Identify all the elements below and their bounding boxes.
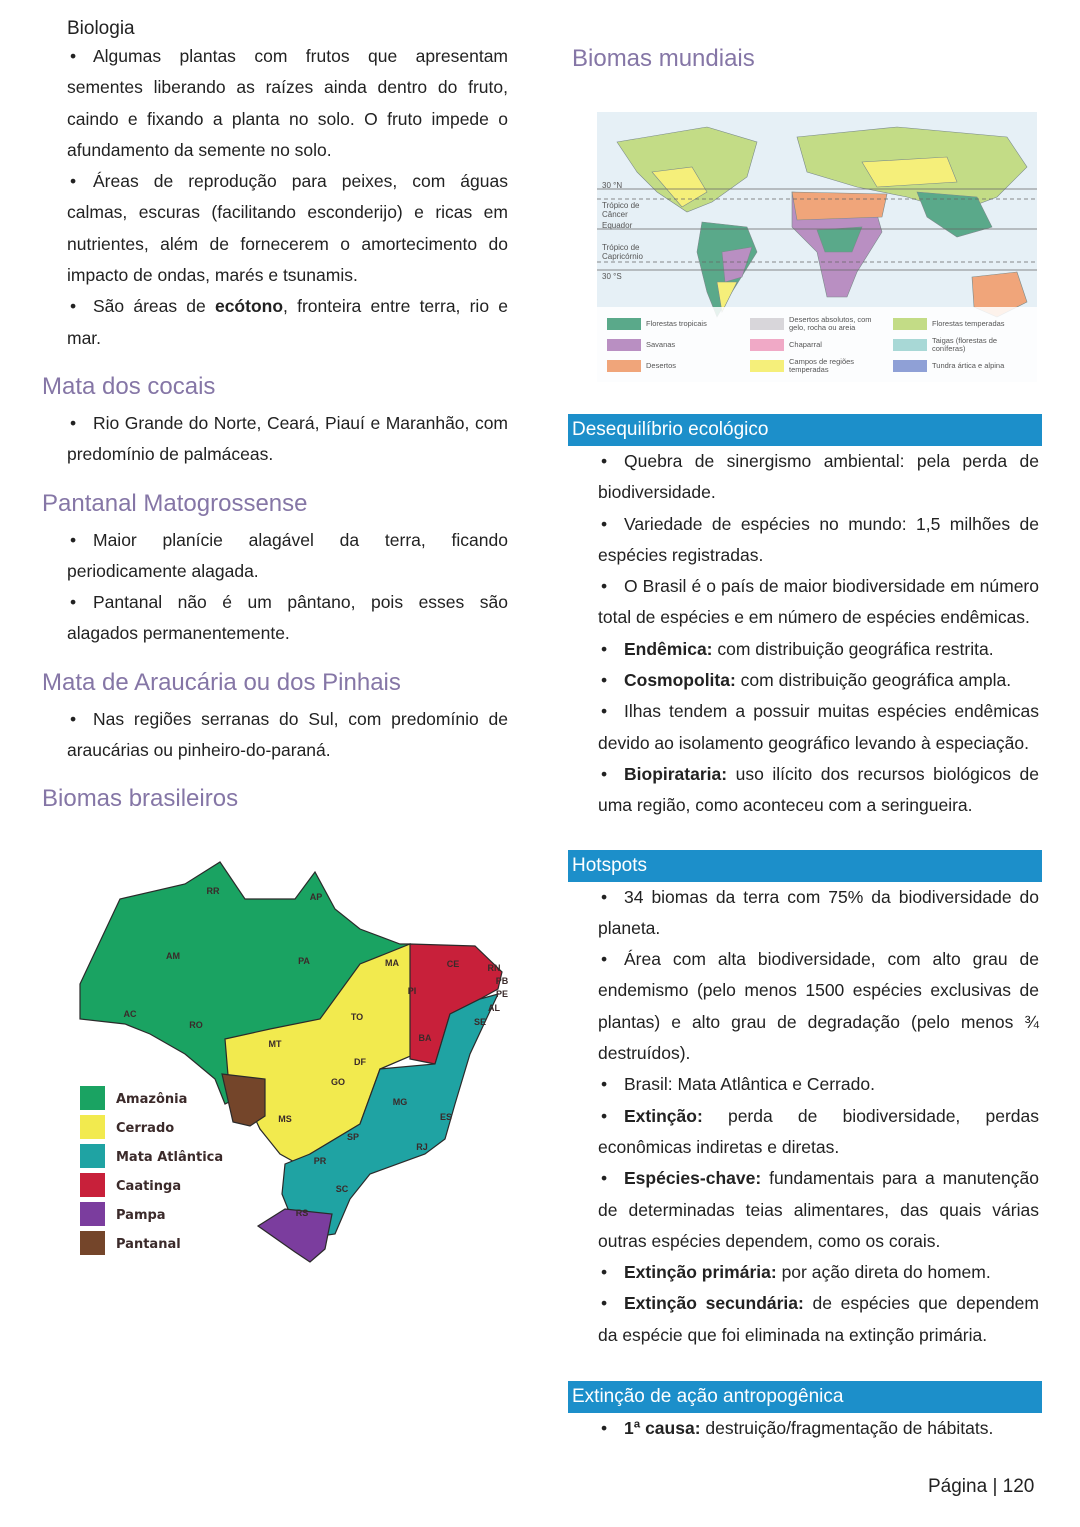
bullet-icon: • [601,1262,608,1283]
state-label: RO [189,1020,203,1031]
bullet [67,525,508,588]
section-title: Mata dos cocais [42,372,216,400]
bullet-icon: • [601,576,608,597]
bullet [598,1163,1039,1257]
legend-label: Pampa [116,1208,166,1224]
state-label: MA [385,958,399,969]
bullet-text: com distribuição geográfica restrita. [712,638,994,659]
bullet-icon: • [601,1168,608,1189]
legend-label: Pantanal [116,1237,181,1253]
bullet-text: por ação direta do homem. [776,1262,991,1283]
state-label: MG [392,1097,408,1108]
section-header-bar: Extinção de ação antropogênica [568,1381,1042,1413]
legend-label: Campos de regiões temperadas [789,356,855,374]
legend-swatch [80,1144,105,1168]
legend-swatch [893,318,927,330]
state-label: AL [488,1003,500,1014]
state-label: PI [407,986,417,997]
bullet-icon: • [601,1418,608,1439]
latitude-label: 30 °S [602,272,622,281]
bullet [598,1288,1039,1351]
bullet [67,408,508,471]
state-label: RN [487,963,501,974]
section-bullets [598,446,1039,822]
bullet-text: Maior planície alagável da terra, ficando periodicamente alagada. [67,529,508,581]
bullet-icon: • [601,763,608,784]
bold-term: Extinção: [624,1105,703,1126]
state-label: SE [473,1017,487,1028]
legend-label: Amazônia [116,1092,188,1108]
bullet [598,1069,1039,1100]
bullet [598,1101,1039,1164]
legend-swatch [80,1202,105,1226]
bullet-text: Pantanal não é um pântano, pois esses são alagados permanentemente. [67,592,508,644]
bold-term: 1ª causa: [624,1418,701,1439]
bullet [598,634,1039,665]
legend-swatch [80,1173,105,1197]
bullet [598,944,1039,1069]
latitude-label: Equador [602,221,633,230]
bold-term: ecótono [214,296,284,317]
bullet [67,704,508,767]
legend-swatch [607,360,641,372]
bullet [598,1257,1039,1288]
legend-label: Caatinga [116,1179,182,1195]
state-label: RJ [416,1142,428,1153]
legend-swatch [607,318,641,330]
legend-label: Desertos absolutos, com gelo, rocha ou areia [789,314,872,332]
legend-swatch [80,1115,105,1139]
world-biomes-title: Biomas mundiais [572,45,755,72]
state-label: GO [330,1077,346,1088]
latitude-label: 30 °N [602,181,623,190]
bullet [598,509,1039,572]
bullet [598,665,1039,696]
section-bullets [67,704,508,767]
bullet [67,587,508,650]
legend-swatch [893,360,927,372]
bold-term: Endêmica: [624,638,713,659]
bullet-icon: • [601,670,608,691]
bullet-text: Rio Grande do Norte, Ceará, Piauí e Maranhão, com predomínio de palmáceas. [67,412,508,465]
state-label: MS [278,1114,292,1125]
legend-label: Florestas tropicais [646,318,707,328]
bullet-text: fundamentais para a manutenção de determinadas teias alimentares, das quais várias outras espécies dependem, como os corais. [598,1168,1039,1251]
bullet-icon: • [601,1074,608,1095]
bullet-text: de espécies que dependem da espécie que foi eliminada na extinção primária. [598,1293,1039,1345]
legend-label: Cerrado [116,1121,175,1137]
bullet-text: O Brasil é o país de maior biodiversidade em número total de espécies e em número de espécies endêmicas. [598,576,1039,628]
asia-grass [862,157,957,187]
section-title: Biomas brasileiros [42,785,239,813]
bullet-icon: • [70,296,77,317]
state-label: DF [354,1057,366,1068]
bullet-icon: • [601,638,608,659]
legend-label: Desertos [646,360,677,370]
state-label: AP [309,892,323,903]
bullet [67,166,508,291]
state-label: BA [418,1033,432,1044]
bullet-icon: • [601,1293,608,1314]
legend-label: Tundra ártica e alpina [932,360,1005,370]
state-label: RS [295,1208,309,1219]
bullet-text: Área com alta biodiversidade, com alto grau de endemismo (pelo menos 1500 espécies exclusivas de plantas) e alto grau de degradação (pelo menos ¾ destruídos). [598,949,1039,1064]
bullet [598,696,1039,759]
section-header-bar: Desequilíbrio ecológico [568,414,1042,446]
state-label: PE [495,989,509,1000]
bullet [598,1413,1039,1444]
legend-label: Savanas [646,339,676,349]
bold-term: Extinção primária: [624,1262,777,1283]
legend-label: Chaparral [789,339,822,349]
subject-title: Biologia [67,18,135,39]
bold-term: Biopirataria: [624,763,728,784]
bold-term: Cosmopolita: [624,670,736,691]
section-title: Mata de Araucária ou dos Pinhais [42,668,401,696]
bullet-text: Nas regiões serranas do Sul, com predomínio de araucárias ou pinheiro-do-paraná. [67,708,508,761]
bullet-text: Ilhas tendem a possuir muitas espécies endêmicas devido ao isolamento geográfico levando à especiação. [598,701,1039,753]
bullet-text: com distribuição geográfica ampla. [735,670,1012,691]
state-label: PA [298,956,310,967]
legend-label: Taigas (florestas de coníferas) [932,335,998,353]
legend-label: Mata Atlântica [116,1150,224,1166]
bullet-text: Áreas de reprodução para peixes, com águas calmas, escuras (facilitando esconderijo) e ricas em nutrientes, além de fornecerem o amortecimento do impacto de ondas, marés e tsunamis. [67,171,508,286]
legend-swatch [750,360,784,372]
bullet [598,446,1039,509]
world-biomes-map [597,112,1037,382]
intro-bullets [67,41,508,354]
legend-swatch [893,339,927,351]
section-bullets [67,525,508,650]
info-boxes [568,414,1042,1444]
section-bullets [598,882,1039,1351]
legend-swatch [750,318,784,330]
state-label: PB [495,976,509,987]
right-column [568,44,1042,1444]
left-column [42,17,509,1264]
state-label: ES [439,1112,453,1123]
page-number: Página | 120 [928,1476,1035,1497]
section-bullets [67,408,508,471]
latitude-label: Trópico de Câncer [602,201,640,219]
bullet-text: Brasil: Mata Atlântica e Cerrado. [624,1074,875,1095]
bold-term: Extinção secundária: [624,1293,804,1314]
bullet-text: Variedade de espécies no mundo: 1,5 milhões de espécies registradas. [598,513,1039,565]
section-bullets [598,1413,1039,1444]
section-title: Pantanal Matogrossense [42,489,308,517]
bullet-text: destruição/fragmentação de hábitats. [700,1418,994,1439]
state-label: CE [446,959,460,970]
legend-label: Florestas temperadas [932,318,1005,328]
bullet-icon: • [601,886,608,907]
bullet [598,571,1039,634]
pantanal-region [222,1074,265,1126]
bullet-icon: • [70,708,77,729]
bullet [67,41,508,166]
legend-swatch [80,1086,105,1110]
bullet-icon: • [601,701,608,722]
bullet-icon: • [70,46,77,66]
legend-swatch [607,339,641,351]
bullet-icon: • [601,513,608,534]
bullet-icon: • [70,412,77,433]
bullet-text: uso ilícito dos recursos biológicos de uma região, como aconteceu com a seringueira. [598,763,1039,816]
state-label: AC [123,1009,137,1020]
bullet-icon: • [601,451,608,471]
legend-swatch [80,1231,105,1255]
bullet-text: Quebra de sinergismo ambiental: pela perda de biodiversidade. [598,451,1039,503]
latitude-label: Trópico de Capricórnio [602,243,643,261]
bullet-text: Algumas plantas com frutos que apresentam sementes liberando as raízes ainda dentro do fruto, caindo e fixando a planta no solo. O fruto impede o afundamento da semente no solo. [67,46,508,160]
bullet [598,759,1039,822]
bullet-icon: • [70,171,77,192]
brazil-biomes-map [70,854,520,1264]
bullet-text: , fronteira entre terra, rio e mar. [67,296,508,348]
state-label: SC [335,1184,349,1195]
state-label: PR [313,1156,327,1167]
state-label: RR [206,886,220,897]
section-header-bar: Hotspots [568,850,1042,882]
bullet-icon: • [70,592,77,613]
bullet-text: perda de biodiversidade, perdas econômicas indiretas e diretas. [598,1105,1039,1157]
bullet-icon: • [70,529,77,550]
state-label: MT [268,1039,282,1050]
state-label: AM [166,951,180,962]
state-label: TO [350,1012,364,1023]
bullet-text: São áreas de [93,296,215,317]
state-label: SP [346,1132,360,1143]
sahara [792,192,887,220]
bold-term: Espécies-chave: [624,1168,762,1189]
bullet [67,291,508,354]
bullet-icon: • [601,1105,608,1126]
bullet [598,882,1039,945]
bullet-icon: • [601,949,608,970]
legend-swatch [750,339,784,351]
bullet-text: 34 biomas da terra com 75% da biodiversidade do planeta. [598,886,1039,938]
